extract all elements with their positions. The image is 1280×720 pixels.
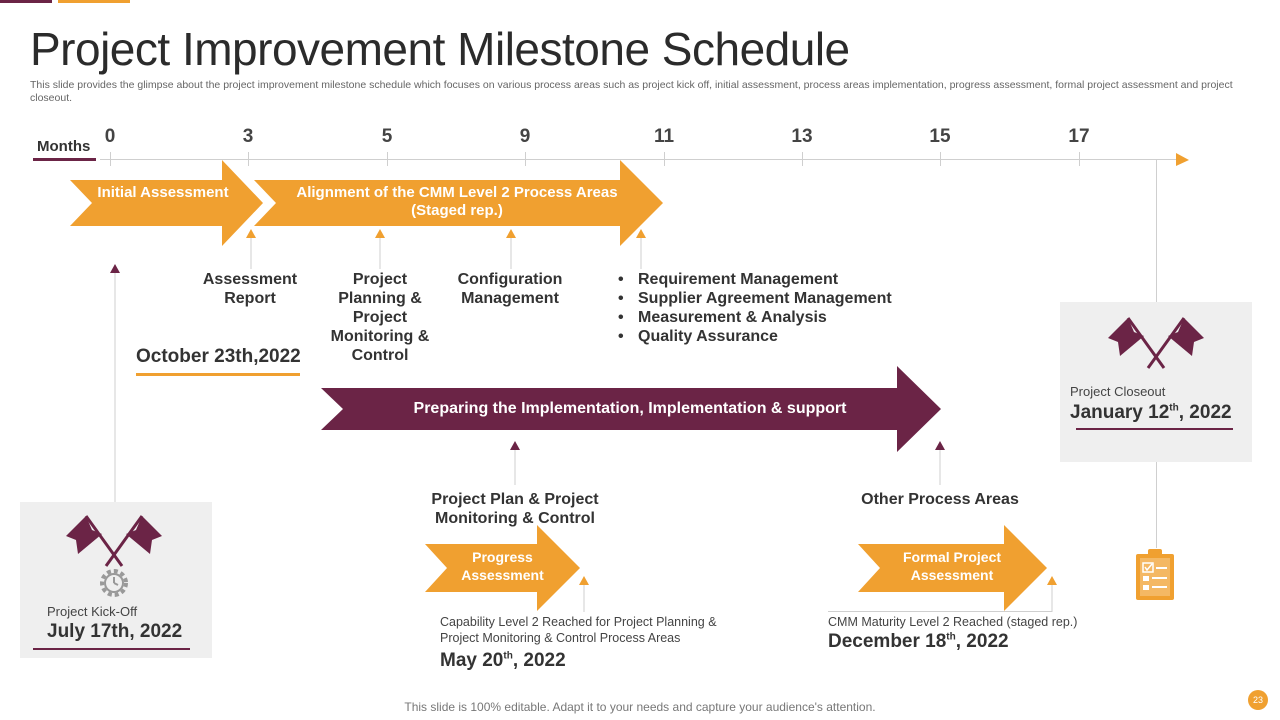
pointer-arrow-icon [1045, 576, 1059, 612]
kickoff-pointer-icon [108, 264, 122, 504]
crossed-flags-icon [62, 510, 166, 570]
project-planning-label: Project Planning & Project Monitoring & Control [330, 271, 430, 364]
tick-17: 17 [1068, 126, 1090, 147]
configuration-label: Configuration Management [457, 271, 563, 307]
list-item: • Quality Assurance [618, 327, 892, 346]
implementation-text: Preparing the Implementation, Implementation & support [413, 400, 847, 417]
pointer-arrow-icon [508, 441, 522, 485]
tick-13: 13 [791, 126, 813, 147]
closeout-date: January 12th, 2022 [1070, 402, 1232, 423]
top-accent-orange [58, 0, 130, 3]
tick-mark [940, 152, 941, 166]
crossed-flags-icon [1104, 312, 1208, 372]
list-item: • Measurement & Analysis [618, 308, 892, 327]
page-subtitle: This slide provides the glimpse about the project improvement milestone schedule which focuses on various process areas such as project kick off, initial assessment, process areas implementation, progress assessment, formal project assessment and project closeout. [30, 79, 1233, 104]
pointer-arrow-icon [577, 576, 591, 612]
gear-icon [97, 566, 131, 600]
kickoff-date: July 17th, 2022 [47, 621, 183, 642]
plan-monitoring-label: Project Plan & Project Monitoring & Control [431, 491, 599, 527]
closeout-label: Project Closeout [1070, 384, 1166, 399]
closeout-connector [1156, 462, 1157, 548]
december-date: December 18th, 2022 [828, 631, 1009, 652]
may-note: Capability Level 2 Reached for Project Planning & Project Monitoring & Control Process Areas [440, 615, 717, 645]
october-underline [136, 373, 300, 376]
tick-15: 15 [929, 126, 951, 147]
kickoff-label: Project Kick-Off [47, 604, 138, 619]
tick-mark [802, 152, 803, 166]
pointer-arrow-icon [244, 229, 258, 269]
months-label: Months [37, 138, 91, 155]
progress-assessment-text: Progress Assessment [461, 549, 544, 583]
tick-0: 0 [104, 126, 116, 147]
pointer-arrow-icon [373, 229, 387, 269]
tick-5: 5 [381, 126, 393, 147]
kickoff-underline [33, 648, 190, 650]
initial-assessment-arrow [70, 160, 265, 246]
pointer-arrow-icon [933, 441, 947, 485]
tick-3: 3 [242, 126, 254, 147]
pointer-arrow-icon [634, 229, 648, 269]
other-areas-label: Other Process Areas [861, 491, 1019, 508]
pointer-arrow-icon [504, 229, 518, 269]
timeline-arrowhead-icon [1176, 153, 1190, 167]
tick-9: 9 [519, 126, 531, 147]
october-date: October 23th,2022 [136, 346, 301, 367]
alignment-text: Alignment of the CMM Level 2 Process Areas (Staged rep.) [296, 184, 618, 219]
december-divider [828, 611, 1052, 612]
may-date: May 20th, 2022 [440, 650, 566, 671]
clipboard-checklist-icon [1134, 548, 1178, 602]
tick-11: 11 [653, 126, 675, 147]
tick-mark [1079, 152, 1080, 166]
page-title: Project Improvement Milestone Schedule [30, 23, 850, 75]
december-note: CMM Maturity Level 2 Reached (staged rep.) [828, 615, 1078, 629]
list-item: • Supplier Agreement Management [618, 289, 892, 308]
closeout-underline [1076, 428, 1233, 430]
list-item: • Requirement Management [618, 270, 892, 289]
footer-text: This slide is 100% editable. Adapt it to your needs and capture your audience's attention. [404, 700, 876, 714]
top-accent-maroon [0, 0, 52, 3]
closeout-connector [1156, 160, 1157, 302]
page-number: 23 [1248, 690, 1268, 710]
initial-assessment-text: Initial Assessment [97, 184, 229, 201]
process-area-list [618, 270, 892, 346]
formal-assessment-text: Formal Project Assessment [902, 549, 1002, 583]
assessment-report-label: Assessment Report [202, 271, 298, 307]
